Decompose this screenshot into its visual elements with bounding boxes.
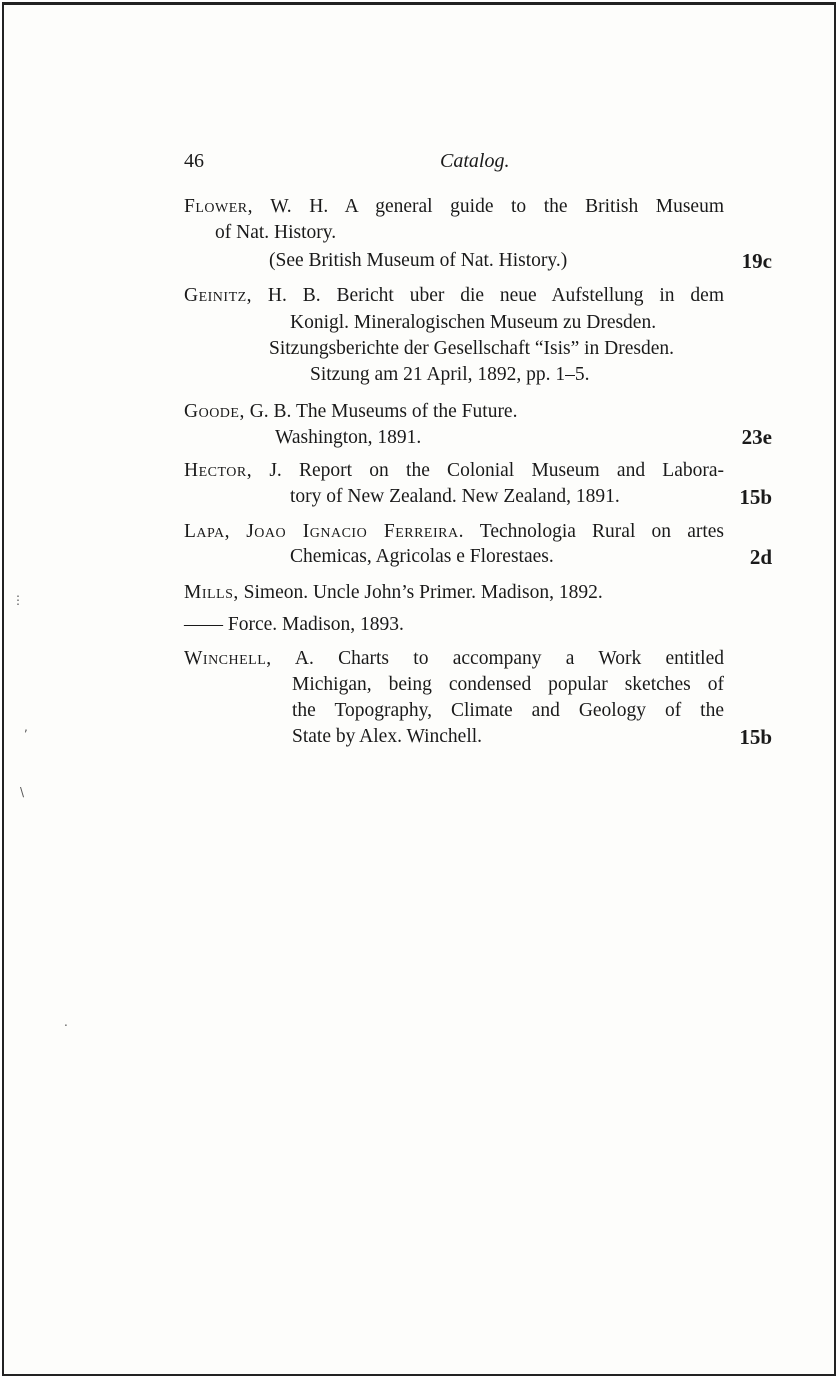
entry-line: Goode, G. B. The Museums of the Future. — [184, 401, 518, 422]
entry-line: Hector, J. Report on the Colonial Museum and Labora- — [184, 460, 724, 481]
entry-line: the Topography, Climate and Geology of the — [292, 700, 724, 721]
shelf-mark: 2d — [749, 545, 772, 569]
running-header — [184, 150, 784, 178]
entry-line: (See British Museum of Nat. History.) — [269, 250, 568, 271]
entry-line: Geinitz, H. B. Bericht uber die neue Aufstellung in dem — [184, 285, 724, 306]
entry-line: Konigl. Mineralogischen Museum zu Dresden. — [290, 312, 657, 333]
shelf-mark: 15b — [739, 485, 772, 509]
scan-speck: , — [24, 720, 28, 734]
entry-line: of Nat. History. — [215, 222, 337, 243]
entry-line: Winchell, A. Charts to accompany a Work entitled — [184, 648, 724, 669]
running-title: Catalog. — [440, 150, 510, 172]
entry-author: Winchell, — [184, 648, 272, 669]
entry-line: —— Force. Madison, 1893. — [184, 614, 404, 635]
entry-line: Washington, 1891. — [275, 427, 422, 448]
entry-author: Lapa, — [184, 521, 231, 542]
entry-line: Sitzungsberichte der Gesellschaft “Isis” in Dresden. — [269, 338, 675, 359]
entry-line: Lapa, Joao Ignacio Ferreira. Technologia Rural on artes — [184, 521, 725, 542]
scan-speck: . — [64, 1015, 68, 1029]
shelf-mark: 23e — [741, 425, 772, 449]
entry-line: Michigan, being condensed popular sketches of — [292, 674, 724, 695]
entry-author: Mills, — [184, 582, 239, 603]
entry-line: State by Alex. Winchell. — [292, 726, 483, 747]
entry-author: Geinitz, — [184, 285, 253, 306]
page-number: 46 — [184, 150, 204, 172]
entry-line: Chemicas, Agricolas e Florestaes. — [290, 546, 554, 567]
entry-line: Flower, W. H. A general guide to the British Museum — [184, 196, 724, 217]
entry-author: Goode, — [184, 401, 245, 422]
scan-speck: ⋮ — [12, 593, 24, 607]
shelf-mark: 19c — [741, 249, 772, 273]
shelf-mark: 15b — [739, 725, 772, 749]
entry-author: Flower, — [184, 196, 253, 217]
entry-line: tory of New Zealand. New Zealand, 1891. — [290, 486, 620, 507]
catalog-page — [2, 2, 836, 1376]
entry-author: Hector, — [184, 460, 253, 481]
entry-line: Mills, Simeon. Uncle John’s Primer. Madison, 1892. — [184, 582, 603, 603]
entry-line: Sitzung am 21 April, 1892, pp. 1–5. — [310, 364, 590, 385]
entry-author-full: Joao Ignacio Ferreira. — [246, 521, 464, 542]
scan-speck: \ — [20, 785, 25, 799]
